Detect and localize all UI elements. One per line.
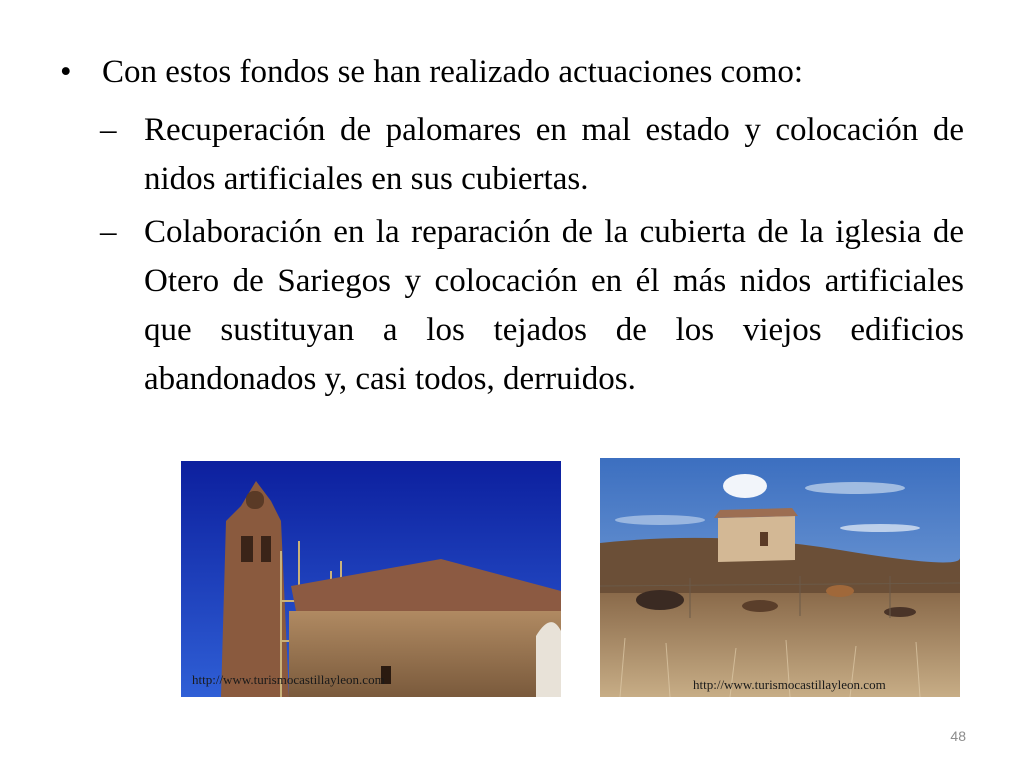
main-bullet-text: Con estos fondos se han realizado actuaciones como: bbox=[102, 54, 804, 90]
dovecote-photo bbox=[600, 458, 960, 697]
sub-bullet-text: Recuperación de palomares en mal estado y colocación de nidos artificiales en sus cubiertas. bbox=[144, 112, 964, 197]
dash-marker: – bbox=[100, 214, 117, 250]
page-number: 48 bbox=[950, 728, 966, 744]
sub-bullet-text: Colaboración en la reparación de la cubierta de la iglesia de Otero de Sariegos y colocación en él más nidos artificiales que sustituyan a los tejados de los viejos edificios abandonados y, casi todos, derruidos. bbox=[144, 214, 964, 397]
dash-marker: – bbox=[100, 112, 117, 148]
bullet-marker: • bbox=[60, 54, 72, 90]
church-photo bbox=[181, 461, 561, 697]
dovecote-photo-credit[interactable]: http://www.turismocastillayleon.com bbox=[693, 677, 886, 692]
church-photo-credit[interactable]: http://www.turismocastillayleon.com bbox=[192, 672, 385, 687]
